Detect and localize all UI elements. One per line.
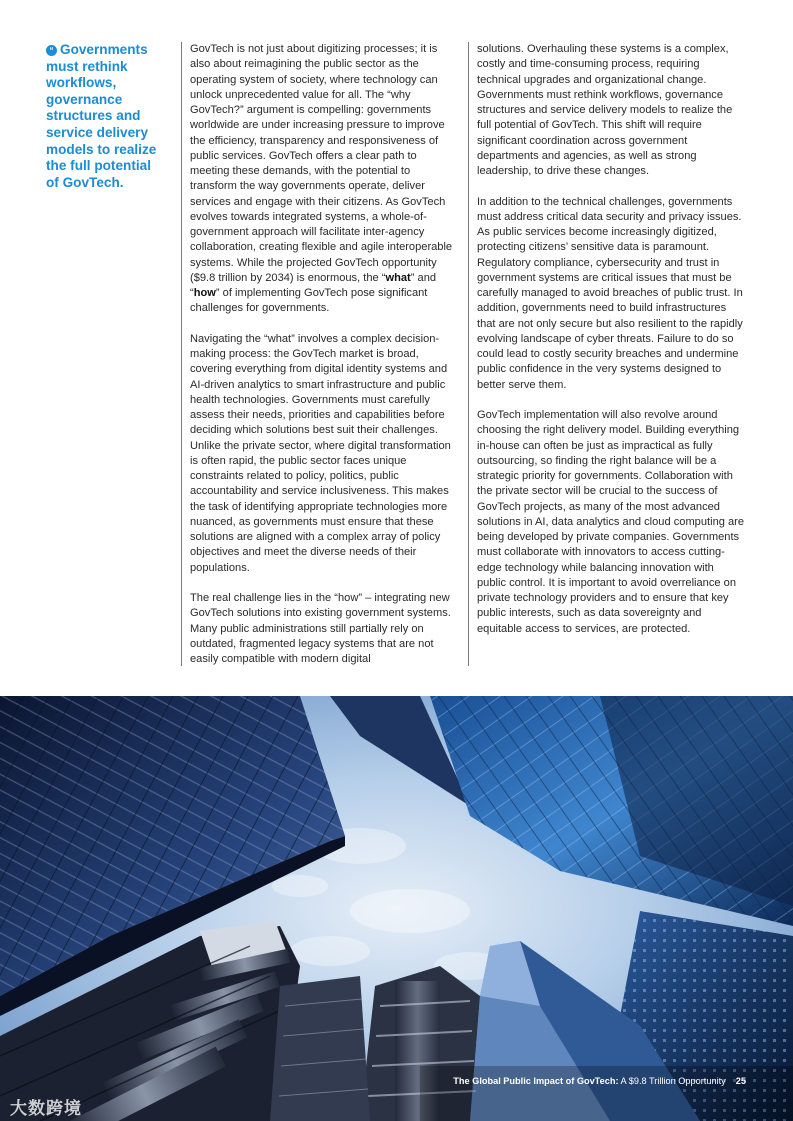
column-divider-right [468,42,469,666]
paragraph: In addition to the technical challenges, governments must address critical data security and privacy issues. As public services become increasingly digitized, protecting citizens’ sensitive data is paramount. Regulatory compliance, cybersecurity and trust in government systems are critical issues that must be carefully managed to avoid breaches of public trust. In addition, governments need to build infrastructures that are not only secure but also resilient to the rapidly evolving landscape of cyber threats. Failure to do so could lead to costly security breaches and undermine public confidence in the very systems designed to better serve them. [477,195,743,391]
quote-icon: “ [46,45,57,56]
page-number: 25 [735,1076,746,1086]
emphasis-how: how [193,287,216,299]
column-divider-left [181,42,182,666]
skyscrapers-photo [0,696,793,1121]
footer-title-rest: A $9.8 Trillion Opportunity [618,1076,726,1086]
watermark-text: 大数跨境 [10,1099,82,1118]
footer-title-bold: The Global Public Impact of GovTech: [453,1076,619,1086]
paragraph: Navigating the “what” involves a complex decision-making process: the GovTech market is broad, covering everything from digital identity systems and AI-driven analytics to smart infrastructure and public health technologies. Governments must carefully assess their needs, priorities and capabilities before deciding which solutions best suit their challenges. Unlike the private sector, where digital transformation is often rapid, the public sector faces unique constraints related to policy, politics, public accountability and service inclusiveness. This makes the task of identifying appropriate technologies more nuanced, as governments must ensure that these solutions are aligned with a complex array of policy objectives and meet the diverse needs of their populations. [190,332,451,574]
pull-quote-text: Governments must rethink workflows, governance structures and service delivery models to realize the full potential of GovTech. [46,42,157,190]
body-column-1 [190,42,458,683]
page-footer [0,1076,746,1086]
emphasis-what: what [385,271,411,284]
body-column-2 [477,42,745,652]
paragraph: The real challenge lies in the “how” – integrating new GovTech solutions into existing government systems. Many public administrations still partially rely on outdated, fragmented legacy systems that are not easily compatible with modern digital [190,592,451,665]
paragraph: solutions. Overhauling these systems is a complex, costly and time-consuming process, requiring technical upgrades and organizational change. Governments must rethink workflows, governance structures and service delivery models to realize the full potential of GovTech. This shift will require significant coordination across government departments and agencies, as well as strong leadership, to drive these changes. [477,43,733,177]
watermark [10,1094,82,1119]
paragraph: GovTech is not just about digitizing processes; it is also about reimagining the public sector as the operating system of society, where technology can unlock unprecedented value for all. The “why GovTech?” argument is compelling: governments worldwide are under increasing pressure to improve the efficiency, transparency and responsiveness of public services. GovTech offers a clear path to meeting these demands, with the potential to transform the way governments operate, deliver services and engage with their citizens. As GovTech evolves towards integrated systems, a whole-of-government approach will facilitate inter-agency collaboration, creating flexible and agile interoperable systems. While the projected GovTech opportunity ($9.8 trillion by 2034) is enormous, the “what” and “how” of implementing GovTech pose significant challenges for governments. [190,43,453,315]
paragraph: GovTech implementation will also revolve around choosing the right delivery model. Building everything in-house can often be just as impractical as fully outsourcing, so finding the right balance will be a strategic priority for governments. Collaboration with the private sector will be crucial to the success of GovTech projects, as many of the most advanced solutions in AI, data analytics and cloud computing are being developed by private companies. Governments must collaborate with innovators to access cutting-edge technology while balancing innovation with public control. It is important to avoid overreliance on private technology providers and to ensure that key public interests, such as data sovereignty and equitable access to services, are protected. [477,409,745,635]
pull-quote [46,42,166,191]
